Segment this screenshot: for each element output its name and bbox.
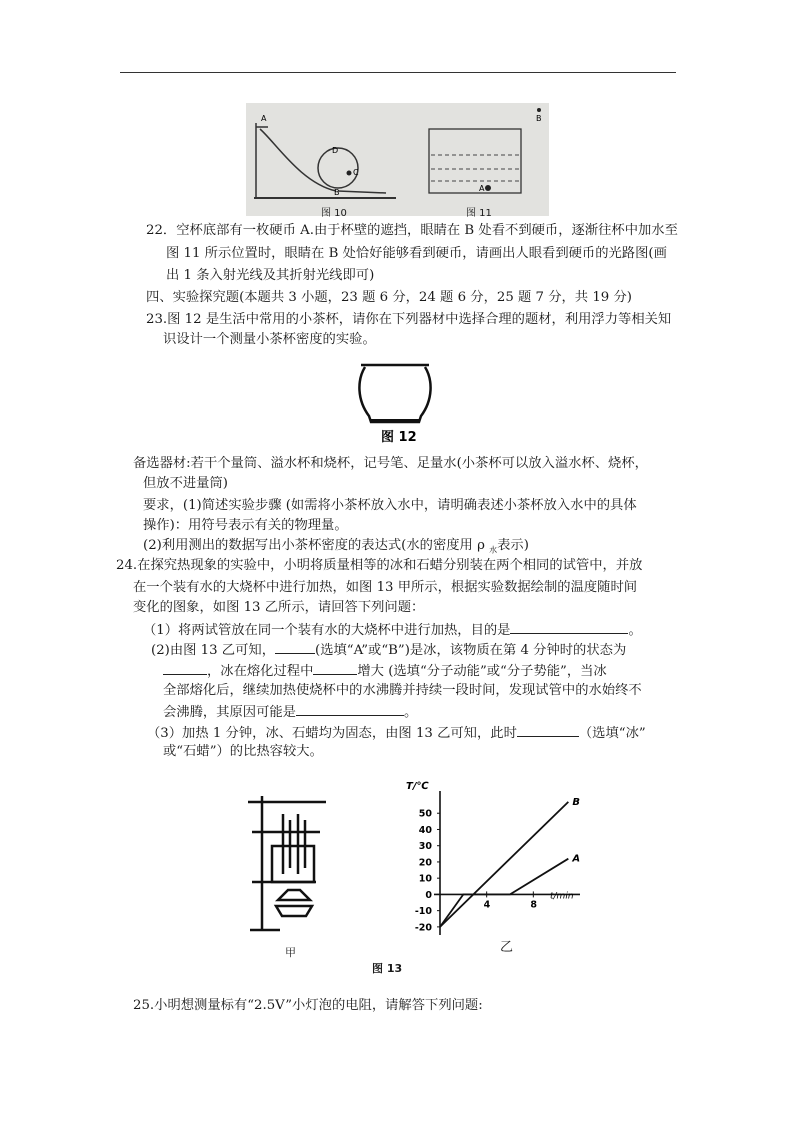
x-tick-label: 4 [483,899,491,911]
q23-line1: 23.图 12 是生活中常用的小茶杯，请你在下列器材中选择合理的题材，利用浮力等相关知 [146,312,672,327]
answer-blank-5[interactable] [296,702,404,716]
q22-line3: 出 1 条入射光线及其折射光线即可) [166,268,375,283]
q23-requirement-line2: 操作)：用符号表示有关的物理量。 [143,518,348,533]
q24-line1: 24.在探究热现象的实验中，小明将质量相等的冰和石蜡分别装在两个相同的试管中，并放 [116,558,643,573]
q24-part2-line2: ，冰在熔化过程中 增大 (选填“分子动能”或“分子势能”，当冰 [163,661,607,681]
fig11-label-a: A [479,184,485,193]
answer-blank-1[interactable] [510,620,628,634]
section-4-heading: 四、实验探究题(本题共 3 小题，23 题 6 分，24 题 6 分，25 题 7 分，共 19 分) [146,290,632,305]
y-axis-label: T/℃ [406,781,429,792]
answer-blank-2[interactable] [275,640,315,654]
figure-13-chart [395,775,595,955]
x-tick-label: 8 [530,899,537,911]
q23-equipment-line1: 备选器材:若干个量筒、溢水杯和烧杯，记号笔、足量水(小茶杯可以放入溢水杯、烧杯， [133,456,648,471]
q24-part3-line2: 或“石蜡”）的比热容较大。 [163,744,323,759]
figure-10-11-drawing [246,103,549,216]
figure-10-11-photo [246,103,549,219]
y-tick-label: 50 [418,808,432,820]
fig10-label-a: A [261,114,267,123]
q24-part2-line3: 全部熔化后，继续加热使烧杯中的水沸腾并持续一段时间，发现试管中的水始终不 [163,683,642,698]
fig13-caption: 图 13 [372,962,403,975]
figure-13-apparatus [240,790,330,940]
q24-part2-line1: (2)由图 13 乙可知， (选填“A”或“B”)是冰，该物质在第 4 分钟时的状态为 [151,640,626,660]
fig13-left-caption: 甲 [285,946,296,959]
x-axis-label: t/min [550,891,574,902]
fig12-caption: 图 12 [381,430,417,445]
y-tick-label: 30 [418,841,432,853]
q24-part1: （1）将两试管放在同一个装有水的大烧杯中进行加热，目的是 。 [143,620,642,640]
fig10-label-b: B [334,188,340,197]
y-tick-label: -20 [414,922,432,934]
series-label-b: B [572,796,580,808]
series-line-b [440,802,568,927]
answer-blank-3[interactable] [163,661,207,675]
q23-line2: 识设计一个测量小茶杯密度的实验。 [163,332,376,347]
fig11-label-b: B [536,114,542,123]
fig10-caption: 图 10 [321,208,347,219]
header-rule [120,72,676,73]
y-tick-label: -10 [414,906,432,918]
q23-requirement-line1: 要求，(1)简述实验步骤 (如需将小茶杯放入水中，请明确表述小茶杯放入水中的具体 [143,498,637,513]
y-tick-label: 40 [418,824,432,836]
q22-line1: 22．空杯底部有一枚硬币 A.由于杯壁的遮挡，眼睛在 B 处看不到硬币，逐渐往杯中加水至 [146,223,678,238]
y-tick-label: 0 [425,889,432,901]
q24-part2-line4: 会沸腾，其原因可能是 。 [163,702,417,722]
q24-line3: 变化的图象，如图 13 乙所示，请回答下列问题： [133,600,425,615]
fig13-right-caption: 乙 [500,940,514,955]
q23-equipment-line2: 但放不进量筒) [143,476,228,491]
answer-blank-4[interactable] [313,661,357,675]
figure-12-teacup [355,360,435,446]
answer-blank-6[interactable] [517,723,579,737]
q24-part3-line1: （3）加热 1 分钟，冰、石蜡均为固态，由图 13 乙可知，此时 （选填“冰” [147,723,646,743]
q24-line2: 在一个装有水的大烧杯中进行加热，如图 13 甲所示，根据实验数据绘制的温度随时间 [133,580,638,595]
fig10-label-c: C [353,168,359,177]
series-label-a: A [572,853,581,865]
q23-requirement-line3: (2)利用测出的数据写出小茶杯密度的表达式(水的密度用 ρ $_水$表示) [143,538,529,555]
fig11-caption: 图 11 [466,208,492,219]
q25-line: 25.小明想测量标有“2.5V”小灯泡的电阻，请解答下列问题: [133,998,483,1013]
fig10-label-d: D [332,146,339,155]
y-tick-label: 20 [418,857,432,869]
y-tick-label: 10 [418,873,432,885]
q22-line2: 图 11 所示位置时，眼睛在 B 处恰好能够看到硬币，请画出人眼看到硬币的光路图(画 [166,246,667,261]
